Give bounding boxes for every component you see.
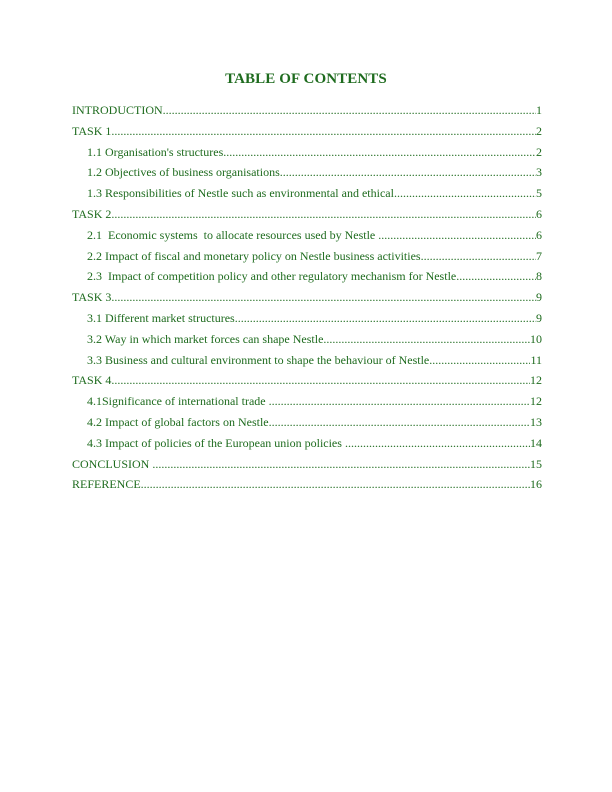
toc-entry-page-number: 9 xyxy=(536,290,542,305)
toc-entry-page-number: 11 xyxy=(530,352,542,367)
toc-leader-dots xyxy=(152,454,530,475)
toc-leader-dots xyxy=(111,121,536,142)
toc-entry-page-number: 13 xyxy=(530,414,542,429)
toc-entry[interactable] xyxy=(72,287,542,308)
toc-entry-page-number: 2 xyxy=(536,144,542,159)
toc-entry[interactable] xyxy=(72,370,542,391)
toc-leader-dots xyxy=(280,162,536,183)
toc-leader-dots xyxy=(456,266,536,287)
toc-entry-page-number: 12 xyxy=(530,373,542,388)
toc-subentry[interactable] xyxy=(72,266,542,287)
toc-entry[interactable] xyxy=(72,454,542,475)
toc-leader-dots xyxy=(345,433,530,454)
toc-entry-page-number: 14 xyxy=(530,435,542,450)
toc-entry-label: 4.3 Impact of policies of the European union policies xyxy=(87,435,345,450)
toc-entry-page-number: 7 xyxy=(536,248,542,263)
toc-entry-label: INTRODUCTION xyxy=(72,103,163,117)
toc-entry[interactable] xyxy=(72,100,542,121)
toc-entry-label: 1.2 Objectives of business organisations xyxy=(87,165,280,180)
toc-leader-dots xyxy=(235,308,536,329)
toc-entry-label: TASK 3 xyxy=(72,290,112,305)
toc-entry[interactable] xyxy=(72,204,542,225)
toc-entry-page-number: 12 xyxy=(530,394,542,409)
toc-leader-dots xyxy=(111,287,536,308)
toc-entry-label: 2.3 Impact of competition policy and other regulatory mechanism for Nestle xyxy=(87,269,457,284)
toc-entry-page-number: 1 xyxy=(536,103,542,117)
toc-entry-page-number: 5 xyxy=(536,186,542,201)
toc-subentry[interactable] xyxy=(72,162,542,183)
toc-subentry[interactable] xyxy=(72,246,542,267)
toc-subentry[interactable] xyxy=(72,329,542,350)
toc-subentry[interactable] xyxy=(72,350,542,371)
toc-entry-label: 4.2 Impact of global factors on Nestle xyxy=(87,414,269,429)
toc-entry-label: TASK 4 xyxy=(72,373,112,388)
toc-entry-label: 2.2 Impact of fiscal and monetary policy on Nestle business activities xyxy=(87,248,421,263)
toc-entry-page-number: 6 xyxy=(536,206,542,221)
toc-leader-dots xyxy=(223,142,536,163)
toc-subentry[interactable] xyxy=(72,412,542,433)
toc-entry-label: 3.1 Different market structures xyxy=(87,310,235,325)
toc-leader-dots xyxy=(421,246,536,267)
toc-entry-label: 3.3 Business and cultural environment to shape the behaviour of Nestle xyxy=(87,352,430,367)
toc-entry-label: 2.1 Economic systems to allocate resources used by Nestle xyxy=(87,227,379,242)
toc-entry-label: REFERENCE xyxy=(72,477,141,492)
toc-leader-dots xyxy=(378,225,536,246)
toc-entry-page-number: 6 xyxy=(536,227,542,242)
toc-leader-dots xyxy=(269,412,530,433)
toc-leader-dots xyxy=(323,329,530,350)
toc-entry-page-number: 9 xyxy=(536,310,542,325)
toc-entry-page-number: 15 xyxy=(530,456,542,471)
toc-entry-page-number: 10 xyxy=(530,331,542,346)
toc-subentry[interactable] xyxy=(72,183,542,204)
toc-subentry[interactable] xyxy=(72,142,542,163)
toc-subentry[interactable] xyxy=(72,308,542,329)
toc-leader-dots xyxy=(429,350,530,371)
toc-entry-page-number: 16 xyxy=(530,477,542,492)
toc-entry-page-number: 2 xyxy=(536,123,542,138)
toc-entry-label: TASK 2 xyxy=(72,206,112,221)
toc-entry-label: CONCLUSION xyxy=(72,456,153,471)
toc-entry-label: 1.3 Responsibilities of Nestle such as environmental and ethical xyxy=(87,186,394,201)
toc-leader-dots xyxy=(141,474,530,495)
toc-entry-page-number: 3 xyxy=(536,165,542,180)
toc-entry-label: TASK 1 xyxy=(72,123,112,138)
toc-entry-label: 4.1Significance of international trade xyxy=(87,394,269,409)
toc-subentry[interactable] xyxy=(72,225,542,246)
toc-leader-dots xyxy=(163,100,536,121)
toc-entry[interactable] xyxy=(72,121,542,142)
toc-entry[interactable] xyxy=(72,474,542,495)
toc-subentry[interactable] xyxy=(72,391,542,412)
toc-entry-label: 1.1 Organisation's structures xyxy=(87,144,224,159)
toc-leader-dots xyxy=(111,370,530,391)
toc-entry-page-number: 8 xyxy=(536,269,542,284)
toc-leader-dots xyxy=(111,204,536,225)
toc-entry-label: 3.2 Way in which market forces can shape Nestle xyxy=(87,331,324,346)
toc-title: TABLE OF CONTENTS xyxy=(225,71,387,87)
toc-list xyxy=(72,100,542,495)
toc-subentry[interactable] xyxy=(72,433,542,454)
toc-leader-dots xyxy=(394,183,536,204)
toc-leader-dots xyxy=(269,391,530,412)
